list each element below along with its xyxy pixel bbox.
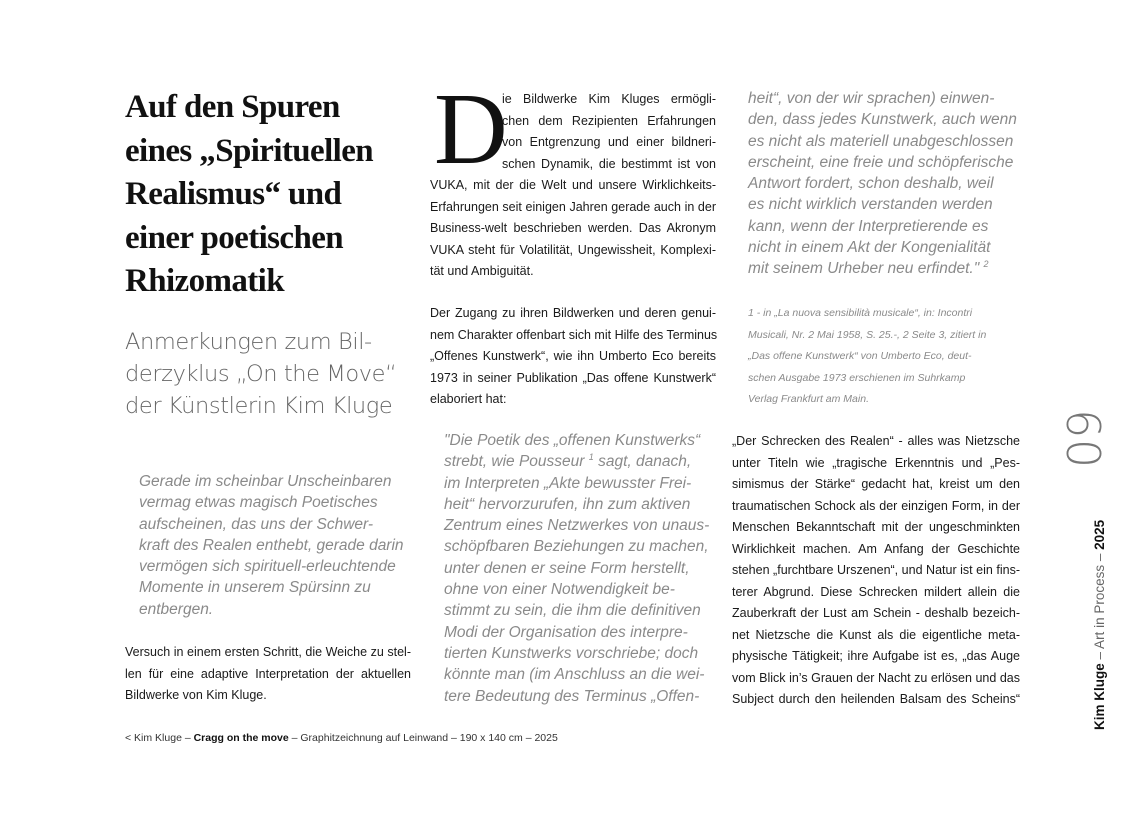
left-body-paragraph: Versuch in einem ersten Schritt, die Weiche zu stel- len für eine adaptive Interpretation der aktuellen Bildwerke von Kim Kluge. xyxy=(125,645,411,702)
quote-line-with-footnote: strebt, wie Pousseur $^1$ sagt, danach, xyxy=(444,452,692,471)
pull-quote: Gerade im scheinbar Unscheinbaren vermag etwas magisch Poetisches aufscheinen, das uns der Schwer- kraft des Realen enthebt, gerade darin vermögen sich spirituell-erleuchtende Momente in unserem Spürsinn zu entbergen. xyxy=(139,473,404,618)
image-caption: < Kim Kluge – Cragg on the move – Graphitzeichnung auf Leinwand – 190 x 140 cm – 2025 xyxy=(125,732,558,744)
second-paragraph: Der Zugang zu ihren Bildwerken und deren genui- nem Charakter offenbart sich mit Hilfe des Terminus „Offenes Kunstwerk“, wie ihn Umberto Eco bereits 1973 in seiner Publikation „Das offene Kunstwerk“ elaboriert hat: xyxy=(430,306,718,406)
drop-cap: D xyxy=(434,73,508,186)
eco-quote: "Die Poetik des „offenen Kunstwerks“ strebt, wie Pousseur $^1$ sagt, danach, im Interpreten „Akte bewusster Frei- heit“ hervorzurufen, ihn zum aktiven Zentrum eines Netzwerkes von unaus- schöpfbaren Beziehungen zu machen, unter denen er seine Form herstellt, ohne von einer Notwendigkeit be- stimmt zu sein, die ihm die definitiven Modi der Organisation des interpre- tierten Kunstwerks vorschriebe; doch könnte man (im Anschluss an die wei- tere Bedeutung des Terminus „Offen- xyxy=(444,430,716,707)
page-title: Auf den Spuren eines „Spirituellen Realismus“ und einer poetischen Rhizomatik xyxy=(125,89,374,299)
footnote-mark: 1 xyxy=(588,452,594,463)
eco-quote-continued: heit“, von der wir sprachen) einwen- den, dass jedes Kunstwerk, auch wenn es nicht als materiell unabgeschlossen erscheint, eine freie und schöpferische Antwort fordert, schon deshalb, weil es nicht wirklich verstanden werden kann, wenn der Interpretierende es nicht in einem Akt der Kongenialität mit seinem Urheber neu erfindet." $^2$ xyxy=(748,88,1020,280)
footnote: 1 - in „La nuova sensibilità musicale“, in: Incontri Musicali, Nr. 2 Mai 1958, S. 25.-, 2 Seite 3, zitiert in „Das offene Kunstwerk“ von Umberto Eco, deut- schen Ausgabe 1973 erschienen im Suhrkamp Verlag Frankfurt am Main. xyxy=(748,307,987,405)
subtitle: Anmerkungen zum Bil- derzyklus „On the Move“ der Künstlerin Kim Kluge xyxy=(125,329,397,419)
footnote-mark: 2 xyxy=(983,259,989,270)
quote-last-line: mit seinem Urheber neu erfindet." $^2$ xyxy=(748,259,989,278)
intro-paragraph: VUKA, mit der die Welt und unsere Wirklichkeits- Erfahrungen seit einigen Jahren gerade auch in der Business-welt beschrieben werden. Das Akronym VUKA steht für Volatilität, Ungewissheit, Komplexi- tät und Ambiguität. xyxy=(430,178,716,278)
intro-paragraph-indented: ie Bildwerke Kim Kluges ermögli- chen dem Rezipienten Erfahrungen von Entgrenzung und einer bildneri- schen Dynamik, die bestimmt ist von xyxy=(502,92,716,171)
page-number: 09 xyxy=(1058,409,1112,468)
nietzsche-paragraph: „Der Schrecken des Realen“ - alles was Nietzsche unter Titeln wie „tragische Erkenntnis und „Pes- simismus der Stärke“ gedacht hat, kreist um den traumatischen Schock als der einzigen Form, in der Menschen Bekanntschaft mit der ungeschminkten Wirklichkeit machen. Am Anfang der Geschichte stehen „furchtbare Urszenen“, und Natur ist ein fins- terer Abgrund. Diese Schrecken mildert allein die Zauberkraft der Lust am Schein - deshalb bezeich- net Nietzsche die Kunst als die eigentliche meta- physische Tätigkeit; ihre Aufgabe ist es, „das Auge vom Blick in’s Grauen der Nacht zu erlösen und das Subject durch den heilenden Balsam des Scheins“ xyxy=(732,434,1020,706)
